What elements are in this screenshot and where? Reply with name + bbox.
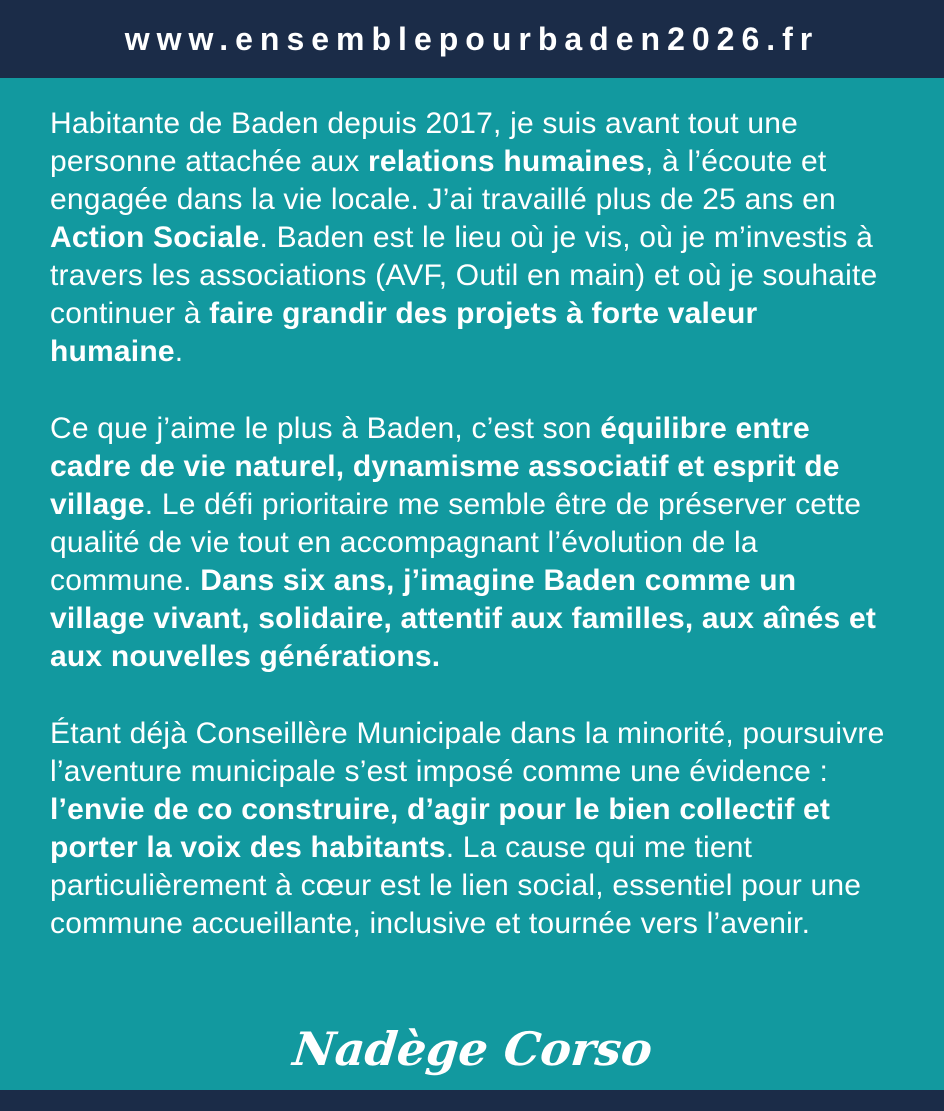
paragraph xyxy=(50,715,894,943)
paragraph xyxy=(50,105,894,371)
header-bar xyxy=(0,0,944,78)
footer-bar xyxy=(0,1090,944,1111)
website-url: www.ensemblepourbaden2026.fr xyxy=(124,20,820,57)
bold-text-segment: équilibre entre cadre de vie naturel, dynamisme associatif et esprit de village xyxy=(50,412,840,521)
text-segment: , à l’écoute et engagée dans la vie locale. J’ai travaillé plus de 25 ans en xyxy=(50,145,836,216)
body-text xyxy=(0,78,944,1022)
bold-text-segment: Dans six ans, j’imagine Baden comme un village vivant, solidaire, attentif aux familles, aux aînés et aux nouvelles générations. xyxy=(50,564,877,673)
text-segment: . xyxy=(174,335,184,368)
bold-text-segment: faire grandir des projets à forte valeur humaine xyxy=(50,297,758,368)
text-segment: . Le défi prioritaire me semble être de préserver cette qualité de vie tout en accompagnant l’évolution de la commune. xyxy=(50,488,862,597)
text-segment: Ce que j’aime le plus à Baden, c’est son xyxy=(50,412,601,445)
text-segment: Étant déjà Conseillère Municipale dans la minorité, poursuivre l’aventure municipale s’est imposé comme une évidence : xyxy=(50,717,885,788)
bold-text-segment: l’envie de co construire, d’agir pour le bien collectif et porter la voix des habitants xyxy=(50,793,831,864)
text-segment: . La cause qui me tient particulièrement à cœur est le lien social, essentiel pour une commune accueillante, inclusive et tournée vers l’avenir. xyxy=(50,831,862,940)
signature-name: Nadège Corso xyxy=(290,1022,655,1076)
text-segment: Habitante de Baden depuis 2017, je suis avant tout une personne attachée aux xyxy=(50,107,799,178)
text-segment: . Baden est le lieu où je vis, où je m’investis à travers les associations (AVF, Outil en main) et où je souhaite continuer à xyxy=(50,221,878,330)
bold-text-segment: Action Sociale xyxy=(50,221,260,254)
bold-text-segment: relations humaines xyxy=(367,145,645,178)
paragraph xyxy=(50,410,894,676)
